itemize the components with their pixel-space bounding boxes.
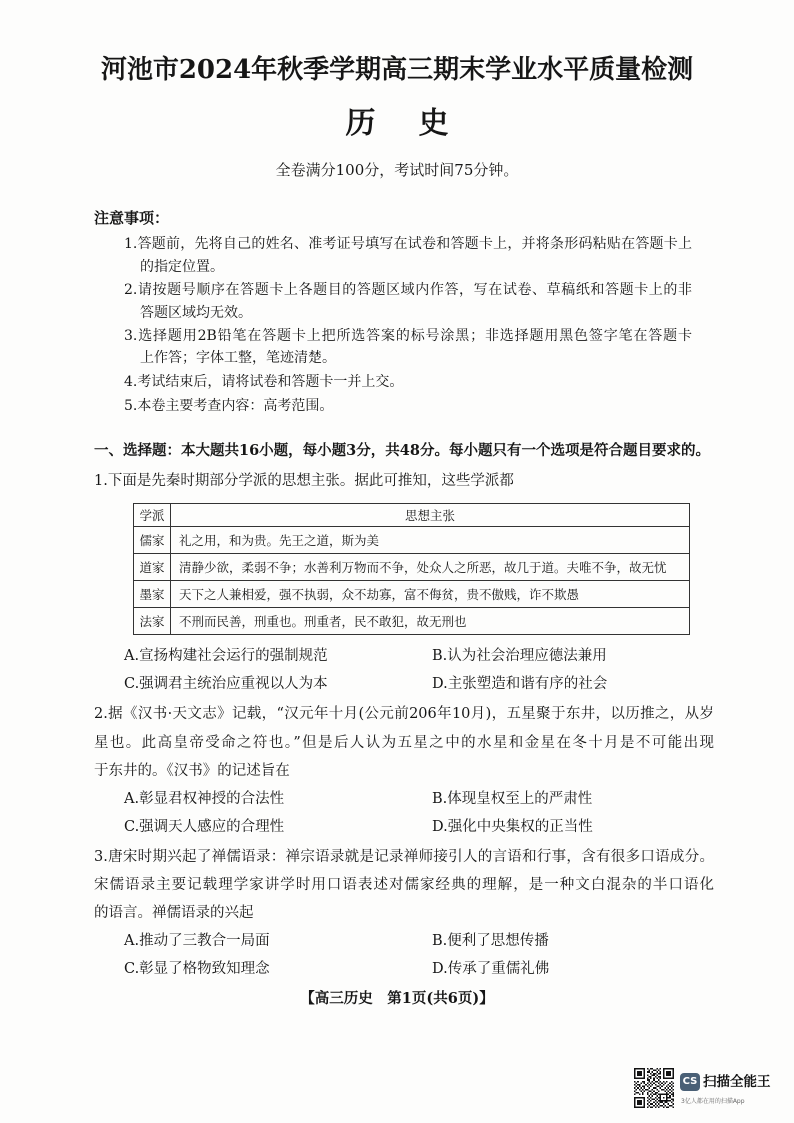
table-row <box>134 581 690 608</box>
exam-info: 全卷满分100分，考试时间75分钟。 <box>275 161 519 179</box>
section-heading: 一、选择题：本大题共16小题，每小题3分，共48分。每小题只有一个选项是符合题目要求的。 <box>94 442 710 459</box>
camscanner-brand: 扫描全能王 <box>703 1074 771 1090</box>
question-3-option-c: C.彰显了格物致知理念 <box>124 961 270 977</box>
question-3-stem-line-3: 的语言。禅儒语录的兴起 <box>94 905 254 921</box>
question-1-option-a: A.宣扬构建社会运行的强制规范 <box>124 648 328 664</box>
question-3-stem-line-2: 宋儒语录主要记载理学家讲学时用口语表述对儒家经典的理解，是一种文白混杂的半口语化 <box>94 877 714 893</box>
school-thought-table <box>133 503 690 635</box>
notice-item-1-line-2: 的指定位置。 <box>140 259 224 275</box>
notice-heading: 注意事项： <box>94 209 170 227</box>
question-2-stem-line-2: 星也。此高皇帝受命之符也。”但是后人认为五星之中的水星和金星在冬十月是不可能出现 <box>94 735 714 751</box>
camscanner-tagline: 3亿人都在用的扫描App <box>681 1098 745 1105</box>
qr-code <box>634 1068 674 1108</box>
question-3-option-b: B.便利了思想传播 <box>432 933 549 949</box>
question-2-option-d: D.强化中央集权的正当性 <box>432 819 593 835</box>
school-thought: 不刑而民善，刑重也。刑重者，民不敢犯，故无刑也 <box>171 608 690 635</box>
question-2-option-a: A.彰显君权神授的合法性 <box>124 791 285 807</box>
table-header-thought: 思想主张 <box>171 504 690 527</box>
question-3-option-d: D.传承了重儒礼佛 <box>432 961 550 977</box>
page-footer: 【高三历史 第1页(共6页)】 <box>300 990 494 1007</box>
school-name: 儒家 <box>134 527 171 554</box>
question-1-stem: 1.下面是先秦时期部分学派的思想主张。据此可推知，这些学派都 <box>94 473 514 489</box>
school-name: 法家 <box>134 608 171 635</box>
school-thought: 礼之用，和为贵。先王之道，斯为美 <box>171 527 690 554</box>
school-name: 墨家 <box>134 581 171 608</box>
exam-title: 河池市2024年秋季学期高三期末学业水平质量检测 <box>100 55 694 85</box>
table-header-row <box>134 504 690 527</box>
question-1-option-b: B.认为社会治理应德法兼用 <box>432 648 607 664</box>
question-3-option-a: A.推动了三教合一局面 <box>124 933 270 949</box>
question-1-table-wrap <box>133 503 690 635</box>
table-row <box>134 527 690 554</box>
question-2-stem-line-3: 于东井的。《汉书》的记述旨在 <box>94 763 290 779</box>
question-3-stem-line-1: 3.唐宋时期兴起了禅儒语录：禅宗语录就是记录禅师接引人的言语和行事，含有很多口语成分。 <box>94 849 714 865</box>
notice-item-5: 5.本卷主要考查内容：高考范围。 <box>124 398 334 414</box>
question-2-option-c: C.强调天人感应的合理性 <box>124 819 285 835</box>
school-thought: 天下之人兼相爱，强不执弱，众不劫寡，富不侮贫，贵不傲贱，诈不欺愚 <box>171 581 690 608</box>
table-row <box>134 608 690 635</box>
school-thought: 清静少欲，柔弱不争；水善利万物而不争，处众人之所恶，故几于道。夫唯不争，故无忧 <box>171 554 690 581</box>
question-2-stem-line-1: 2.据《汉书·天文志》记载，“汉元年十月(公元前206年10月)，五星聚于东井，以历推之，从岁 <box>94 706 714 722</box>
notice-item-2-line-2: 答题区域均无效。 <box>140 305 252 321</box>
notice-item-1-line-1: 1.答题前，先将自己的姓名、准考证号填写在试卷和答题卡上，并将条形码粘贴在答题卡上 <box>124 236 692 252</box>
table-row <box>134 554 690 581</box>
notice-item-2-line-1: 2.请按题号顺序在答题卡上各题目的答题区域内作答，写在试卷、草稿纸和答题卡上的非 <box>124 282 692 298</box>
subject-title: 历史 <box>345 106 492 141</box>
school-name: 道家 <box>134 554 171 581</box>
notice-item-3-line-1: 3.选择题用2B铅笔在答题卡上把所选答案的标号涂黑；非选择题用黑色签字笔在答题卡 <box>124 328 692 344</box>
question-2-option-b: B.体现皇权至上的严肃性 <box>432 791 593 807</box>
notice-item-4: 4.考试结束后，请将试卷和答题卡一并上交。 <box>124 374 404 390</box>
table-header-school: 学派 <box>134 504 171 527</box>
question-1-option-d: D.主张塑造和谐有序的社会 <box>432 676 608 692</box>
notice-item-3-line-2: 上作答；字体工整，笔迹清楚。 <box>140 350 336 366</box>
question-1-option-c: C.强调君主统治应重视以人为本 <box>124 676 328 692</box>
camscanner-logo: CS <box>680 1073 700 1091</box>
